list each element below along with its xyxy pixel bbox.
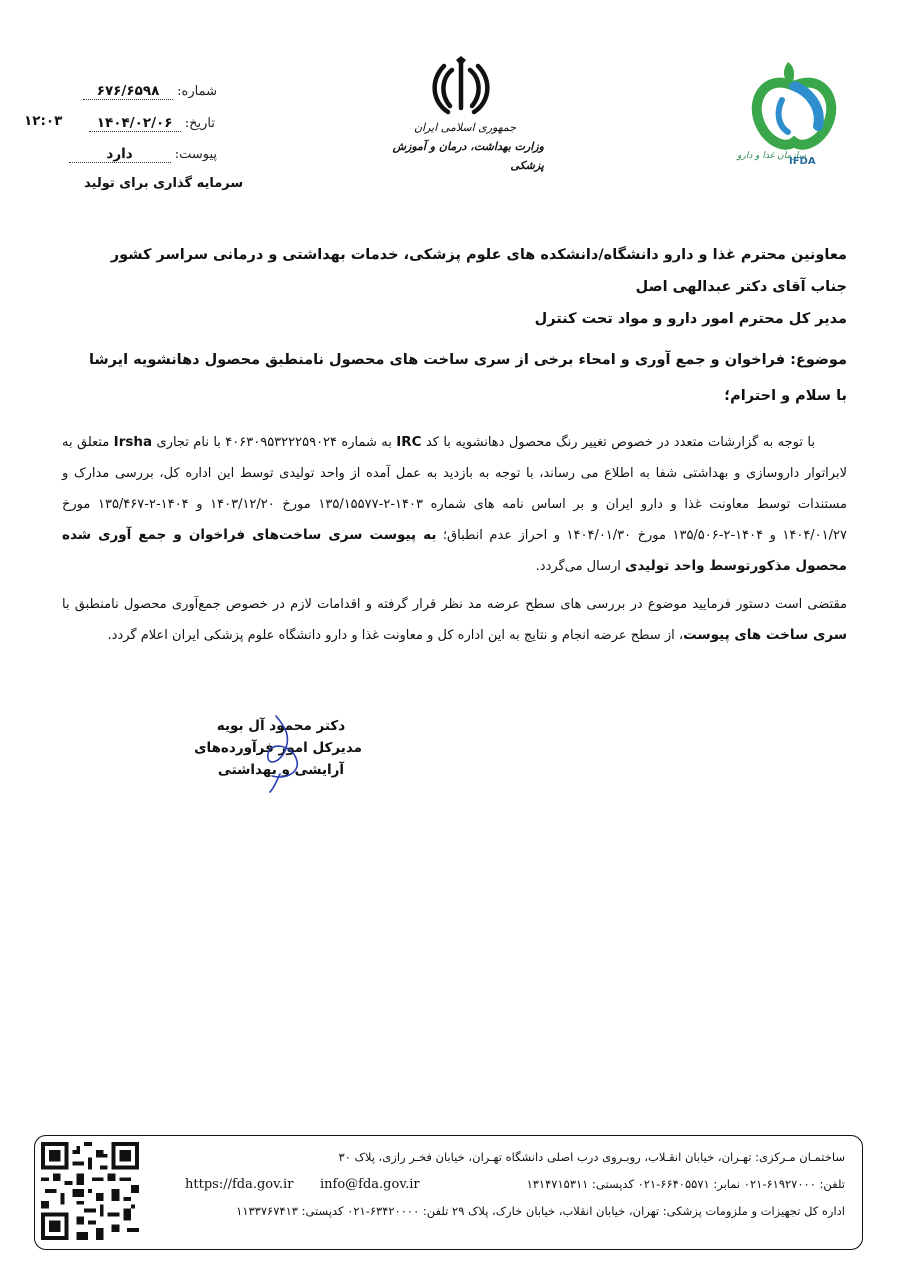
- signatory-name: دکتر محمود آل بویه: [216, 718, 346, 734]
- body-paragraph-2: [62, 589, 847, 651]
- body-paragraph-1: [62, 427, 847, 582]
- emblem-caption: [374, 118, 544, 175]
- letter-number-value-line: [83, 83, 173, 100]
- letter-category: سرمایه گذاری برای تولید: [84, 176, 244, 191]
- letter-date-row: [89, 115, 215, 132]
- paragraph2-text-1: مقتضی است دستور فرمایید موضوع در بررسی های سطح عرضه مد نظر قرار گرفته و اقدامات لازم در خصوص جمع‌آوری محصول نامنطبق با: [62, 597, 847, 612]
- letter-attachment-row: [69, 146, 217, 163]
- emblem-caption-line1: جمهوری اسلامی ایران: [413, 121, 516, 134]
- handwritten-signature-icon: [246, 712, 316, 794]
- footer-website: https://fda.gov.ir: [185, 1177, 294, 1192]
- letter-subject: موضوع: فراخوان و جمع آوری و امحاء برخی از سری ساخت های محصول نامنطبق محصول دهانشویه ایرشا: [88, 352, 847, 368]
- ifda-logo-icon: [748, 56, 840, 156]
- emblem-caption-line2: وزارت بهداشت، درمان و آموزش پزشکی: [392, 140, 544, 172]
- addressee-line-3: مدیر کل محترم امور دارو و مواد تحت کنترل: [534, 311, 847, 327]
- letter-greeting: با سلام و احترام؛: [724, 388, 847, 404]
- paragraph1-text-3: متعلق به لابراتوار داروسازی و بهداشتی شفا به اطلاع می رساند، با توجه به بازدید به عمل آمده از واحد تولیدی توسط این اداره کل، بررسی مدارک و مستندات توسط معاونت غذا و دارو ایران و بر اساس نامه های شماره ۱۴۰۳-۲-۱۳۵/۱۵۵۷۷ مورخ ۱۴۰۳/۱۲/۲۰ و ۱۴۰۴-۲-۱۳۵/۴۶۷ مورخ ۱۴۰۴/۰۱/۲۷ و ۱۴۰۴-۲-۱۳۵/۵۰۶ مورخ ۱۴۰۴/۰۱/۳۰ و احراز عدم انطباق؛: [62, 435, 848, 543]
- paragraph1-text-4: ارسال می‌گردد.: [535, 559, 625, 574]
- qr-code-icon: [41, 1142, 139, 1240]
- signatory-title-1: مدیرکل امور فرآورده‌های: [194, 740, 362, 756]
- brand-name: Irsha: [113, 434, 153, 450]
- letter-number-label: شماره:: [177, 84, 217, 99]
- irc-code-label: IRC: [396, 434, 422, 450]
- addressee-line-2: جناب آقای دکتر عبدالهی اصل: [635, 279, 847, 295]
- signatory-title-2: آرایشی و بهداشتی: [217, 762, 345, 778]
- letter-attachment-label: پیوست:: [174, 147, 217, 162]
- paragraph2-bold-text: سری ساخت های پیوست: [683, 627, 847, 643]
- paragraph2-text-2: ، از سطح عرضه انجام و نتایج به این اداره کل و معاونت غذا و دارو دانشگاه علوم پزشکی ایران اعلام گردد.: [107, 628, 684, 643]
- letter-number-row: [83, 83, 217, 100]
- ifda-caption: سازمان غذا و دارو: [737, 151, 806, 161]
- footer-email: info@fda.gov.ir: [320, 1177, 420, 1192]
- paragraph1-text-1: با توجه به گزارشات متعدد در خصوص تغییر رنگ محصول دهانشویه با کد: [421, 435, 815, 450]
- paragraph1-text-2: به شماره ۴۰۶۳۰۹۵۳۲۲۲۵۹۰۲۴ با نام تجاری: [152, 435, 397, 450]
- letter-attachment-value-line: [69, 146, 171, 163]
- footer-branch-line: اداره کل تجهیزات و ملزومات پزشکی: تهران، خیابان انقلاب، خیابان خارک، پلاک ۲۹ تلفن: ۶۳۴۲۰۰۰۰-۰۲۱ کدپستی: ۱۱۳۳۷۶۷۴۱۳: [236, 1204, 845, 1218]
- letter-time-value: ۱۲:۰۳: [24, 113, 63, 129]
- letter-date-label: تاریخ:: [184, 116, 215, 131]
- paragraph1-bold-text: به پیوست سری ساخت‌های فراخوان و جمع آوری شده محصول مذکورتوسط واحد تولیدی: [62, 527, 847, 574]
- letter-attachment-value: دارد: [106, 146, 133, 162]
- footer-address-line: ساختمـان مـرکزی: تهـران، خیابان انقـلاب، روبـروی درب اصلی دانشگاه تهـران، خیابان فخـر رازی، پلاک ۳۰: [338, 1150, 845, 1164]
- addressee-line-1: معاونین محترم غذا و دارو دانشگاه/دانشکده های علوم پزشکی، خدمات بهداشتی و درمانی سراسر کشور: [110, 247, 847, 263]
- ifda-abbreviation: IFDA: [789, 156, 816, 167]
- letter-date-value-line: [89, 115, 181, 132]
- footer-contact-line: تلفن: ۶۱۹۲۷۰۰۰-۰۲۱ نمابر: ۶۶۴۰۵۵۷۱-۰۲۱ کدپستی: ۱۳۱۴۷۱۵۳۱۱: [526, 1177, 845, 1191]
- letter-date-value: ۱۴۰۴/۰۲/۰۶: [96, 115, 173, 131]
- letter-number-value: ۶۷۶/۶۵۹۸: [96, 83, 160, 99]
- iran-emblem-icon: [428, 56, 494, 122]
